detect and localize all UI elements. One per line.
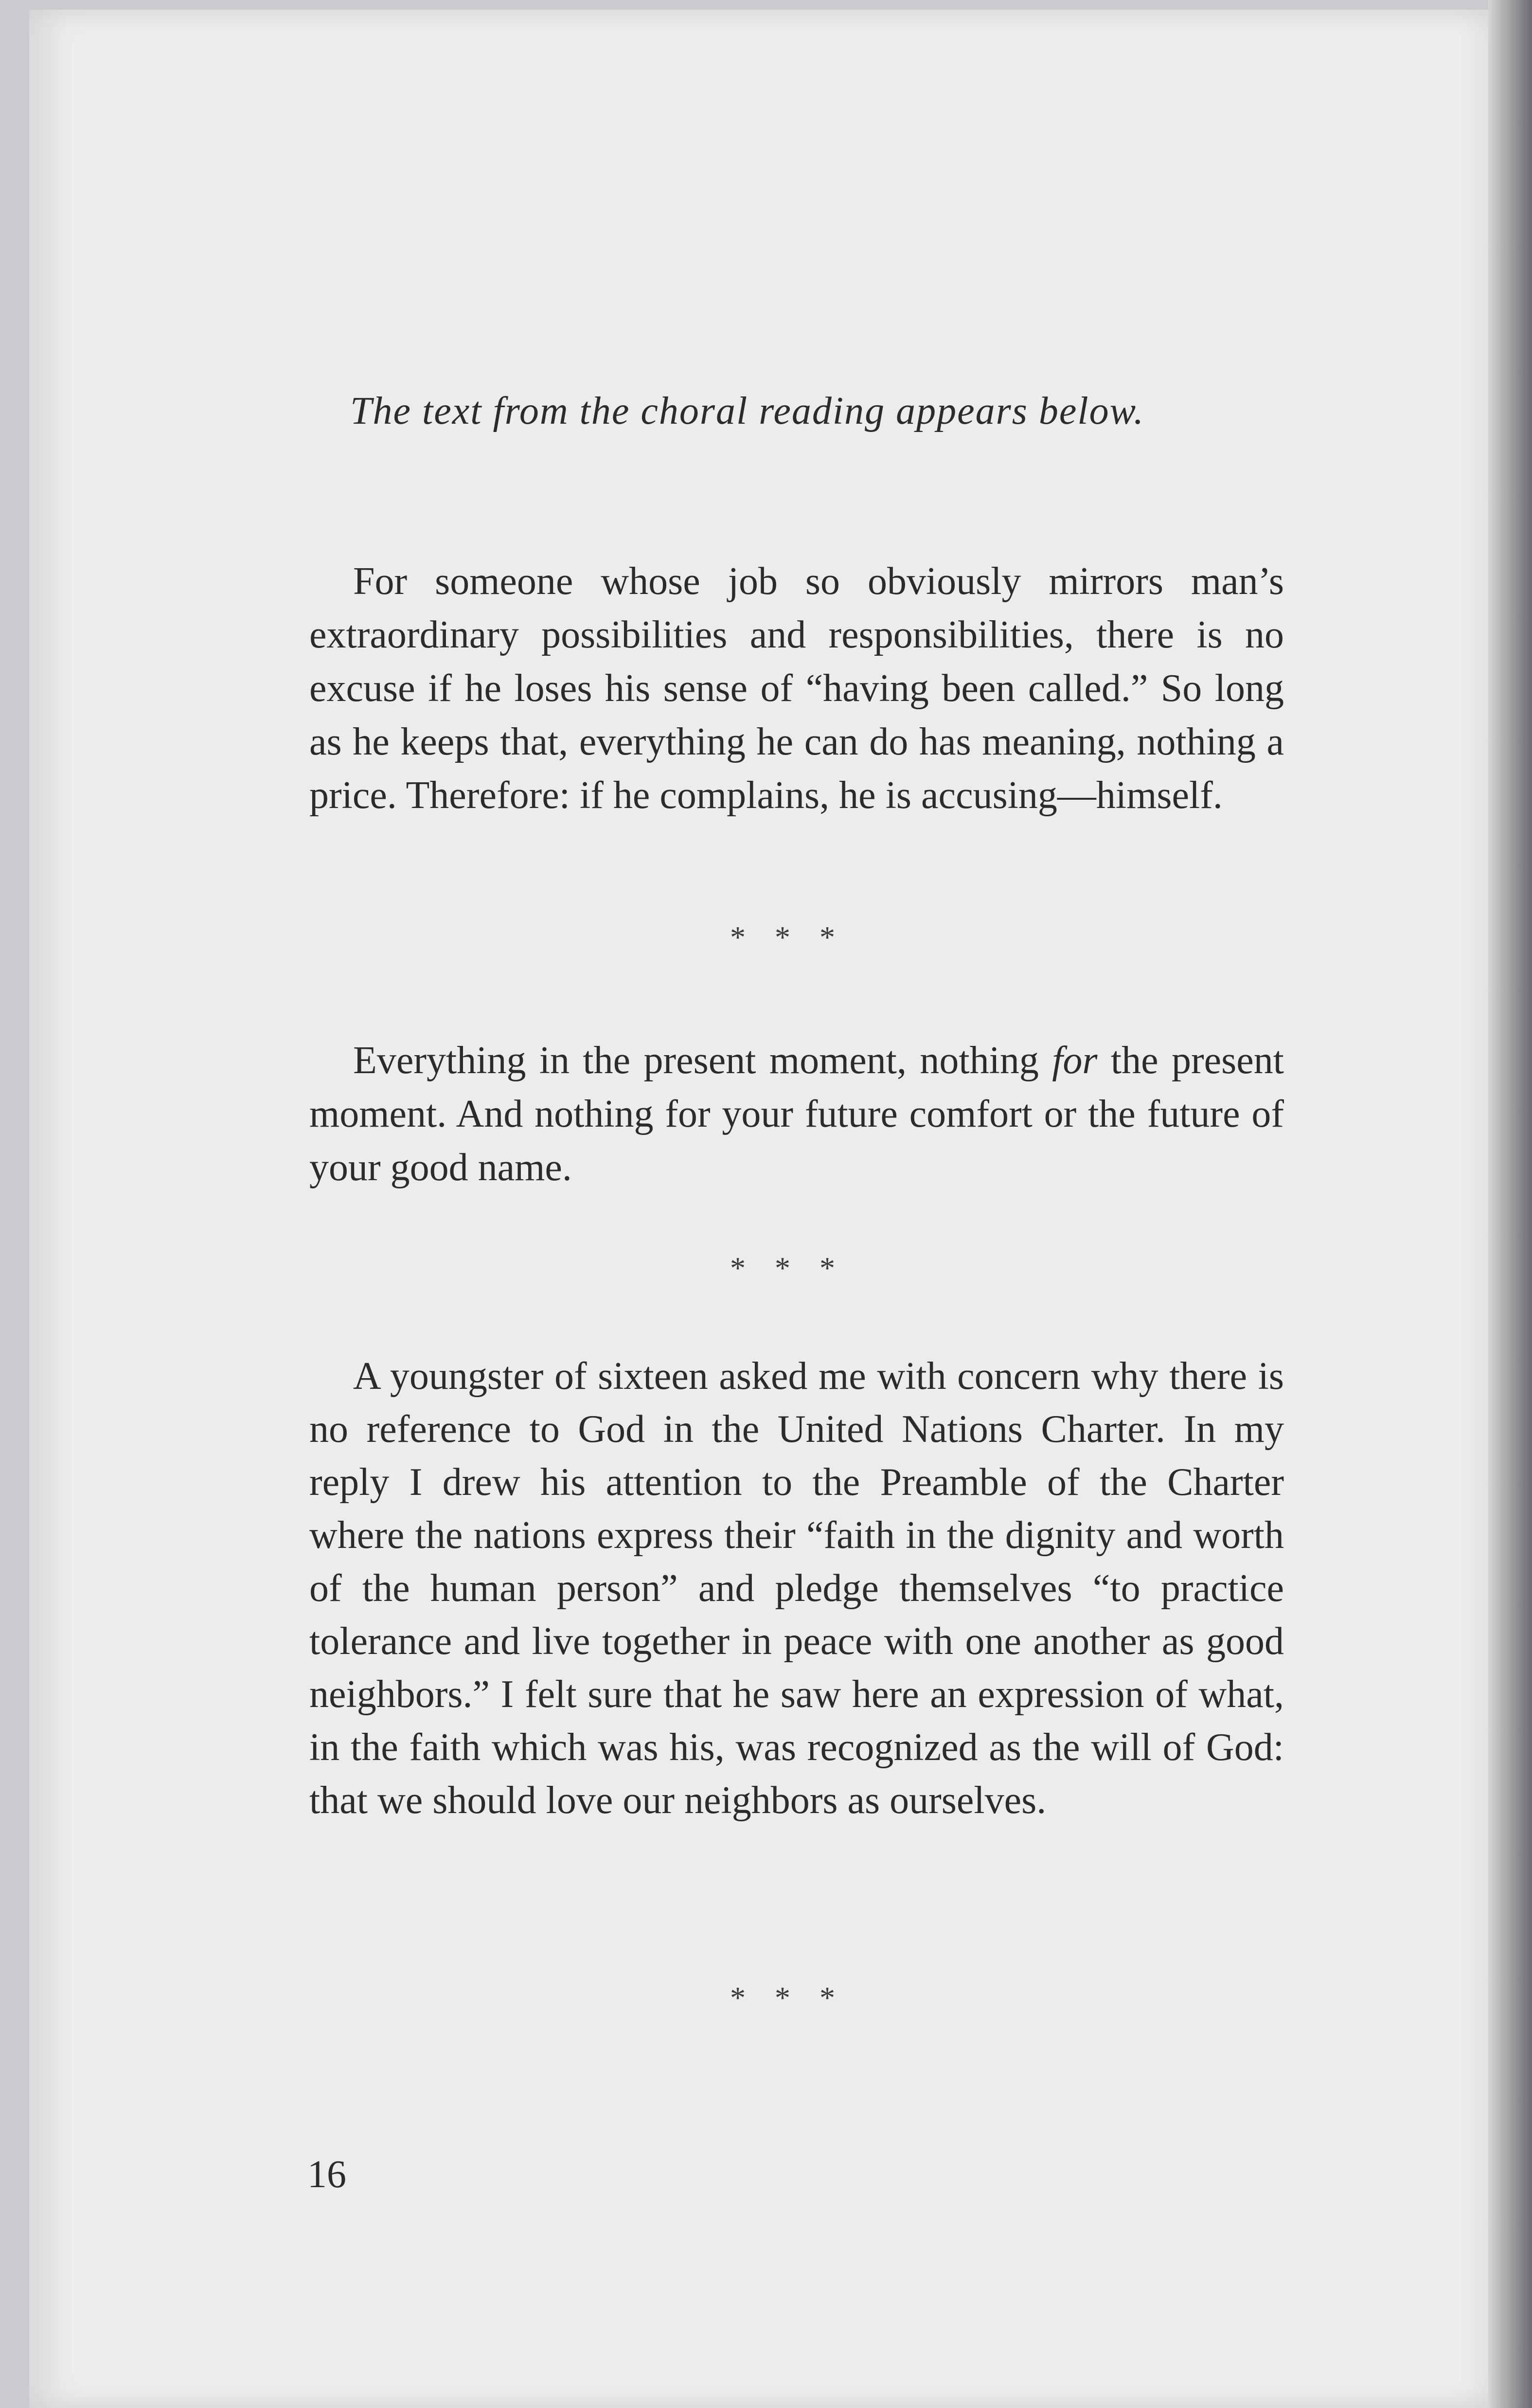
paragraph-2 xyxy=(309,1034,1284,1194)
paragraph-2-emphasis: for xyxy=(1052,1039,1098,1082)
book-page xyxy=(29,10,1493,2408)
section-separator-2: * * * xyxy=(730,1251,846,1285)
section-separator-1: * * * xyxy=(730,920,846,954)
paragraph-2-text-a: Everything in the present moment, nothing xyxy=(353,1039,1052,1082)
paragraph-3: A youngster of sixteen asked me with concern why there is no reference to God in the United Nations Charter. In my reply I drew his attention to the Preamble of the Charter where the nations express their “faith in the dignity and worth of the human person” and pledge themselves “to practice tolerance and live together in peace with one another as good neighbors.” I felt sure that he saw here an expression of what, in the faith which was his, was recognized as the will of God: that we should love our neighbors as ourselves. xyxy=(309,1355,1284,1822)
page-edge-shadow xyxy=(1488,0,1532,2408)
paragraph-2-text-b: the present moment. And nothing for your future comfort or the future of your good name. xyxy=(309,1039,1284,1189)
section-separator-3: * * * xyxy=(730,1980,846,2015)
intro-line: The text from the choral reading appears below. xyxy=(350,390,1145,432)
paragraph-1: For someone whose job so obviously mirrors man’s extraordinary possibilities and responsibilities, there is no excuse if he loses his sense of “having been called.” So long as he keeps that, everything he can do has meaning, nothing a price. Therefore: if he complains, he is accusing—himself. xyxy=(309,560,1284,817)
page-number: 16 xyxy=(307,2153,346,2196)
